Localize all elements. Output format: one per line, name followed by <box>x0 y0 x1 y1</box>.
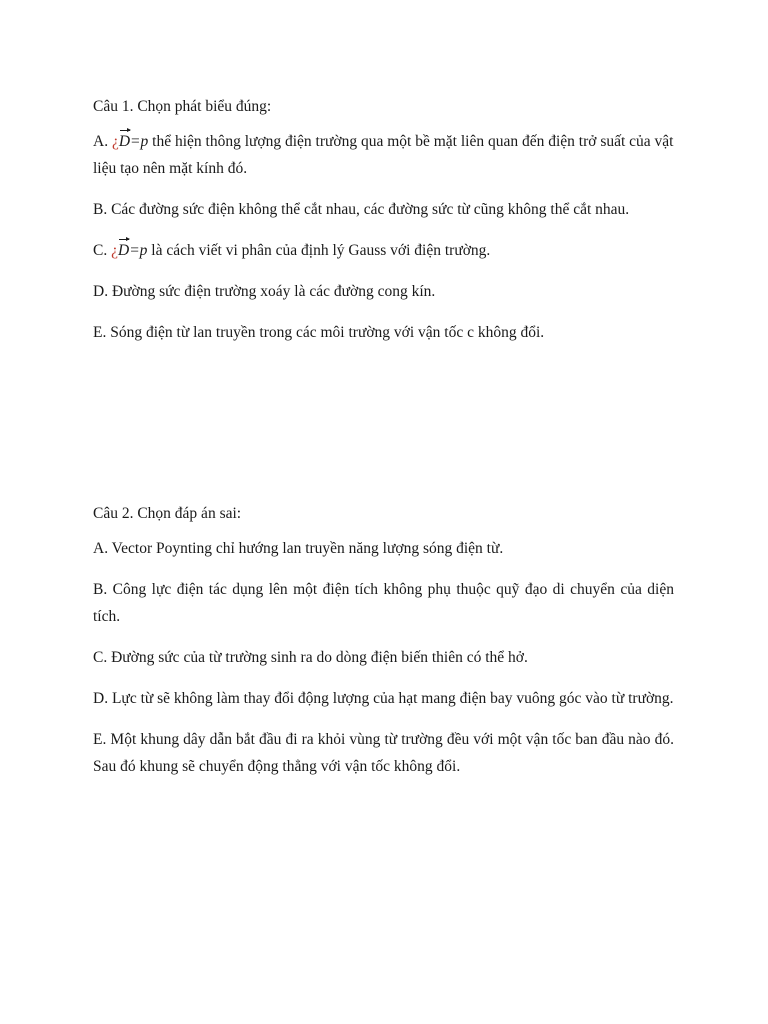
option-c-text: là cách viết vi phân của định lý Gauss với điện trường. <box>147 242 491 259</box>
option-c-prefix: C. <box>93 242 112 259</box>
question-1-option-c <box>93 237 674 264</box>
divergence-formula <box>111 242 147 259</box>
formula-symbol: ¿ <box>111 242 118 259</box>
question-1-option-a <box>93 128 674 182</box>
question-2-option-b: B. Công lực điện tác dụng lên một điện tích không phụ thuộc quỹ đạo di chuyển của diện tích. <box>93 581 674 625</box>
vector-d: D <box>119 128 130 155</box>
question-2-title: Câu 2. Chọn đáp án sai: <box>93 505 242 522</box>
formula-symbol: ¿ <box>111 133 119 150</box>
question-1-option-e: E. Sóng điện từ lan truyền trong các môi trường với vận tốc c không đổi. <box>93 324 545 341</box>
option-a-text: thể hiện thông lượng điện trường qua một bề mặt liên quan đến điện trở suất của vật liệu tạo nên mặt kính đó. <box>93 133 674 177</box>
formula-rest: =p <box>130 133 149 150</box>
question-2-option-d: D. Lực từ sẽ không làm thay đổi động lượng của hạt mang điện bay vuông góc vào từ trường. <box>93 690 674 707</box>
option-a-prefix: A. <box>93 133 112 150</box>
question-2-option-c: C. Đường sức của từ trường sinh ra do dòng điện biến thiên có thể hở. <box>93 649 528 666</box>
vector-d: D <box>118 237 129 264</box>
question-1 <box>93 93 674 360</box>
formula-rest: =p <box>129 242 148 259</box>
question-1-option-d: D. Đường sức điện trường xoáy là các đường cong kín. <box>93 283 436 300</box>
question-1-option-b: B. Các đường sức điện không thể cắt nhau, các đường sức từ cũng không thể cắt nhau. <box>93 201 630 218</box>
question-2-option-a: A. Vector Poynting chỉ hướng lan truyền năng lượng sóng điện từ. <box>93 540 504 557</box>
question-1-title: Câu 1. Chọn phát biểu đúng: <box>93 98 272 115</box>
question-2-option-e: E. Một khung dây dẫn bắt đầu đi ra khỏi vùng từ trường đều với một vận tốc ban đầu nào đó. Sau đó khung sẽ chuyển động thẳng với vận tốc không đổi. <box>93 731 674 775</box>
question-2 <box>93 500 674 794</box>
divergence-formula <box>112 133 148 150</box>
